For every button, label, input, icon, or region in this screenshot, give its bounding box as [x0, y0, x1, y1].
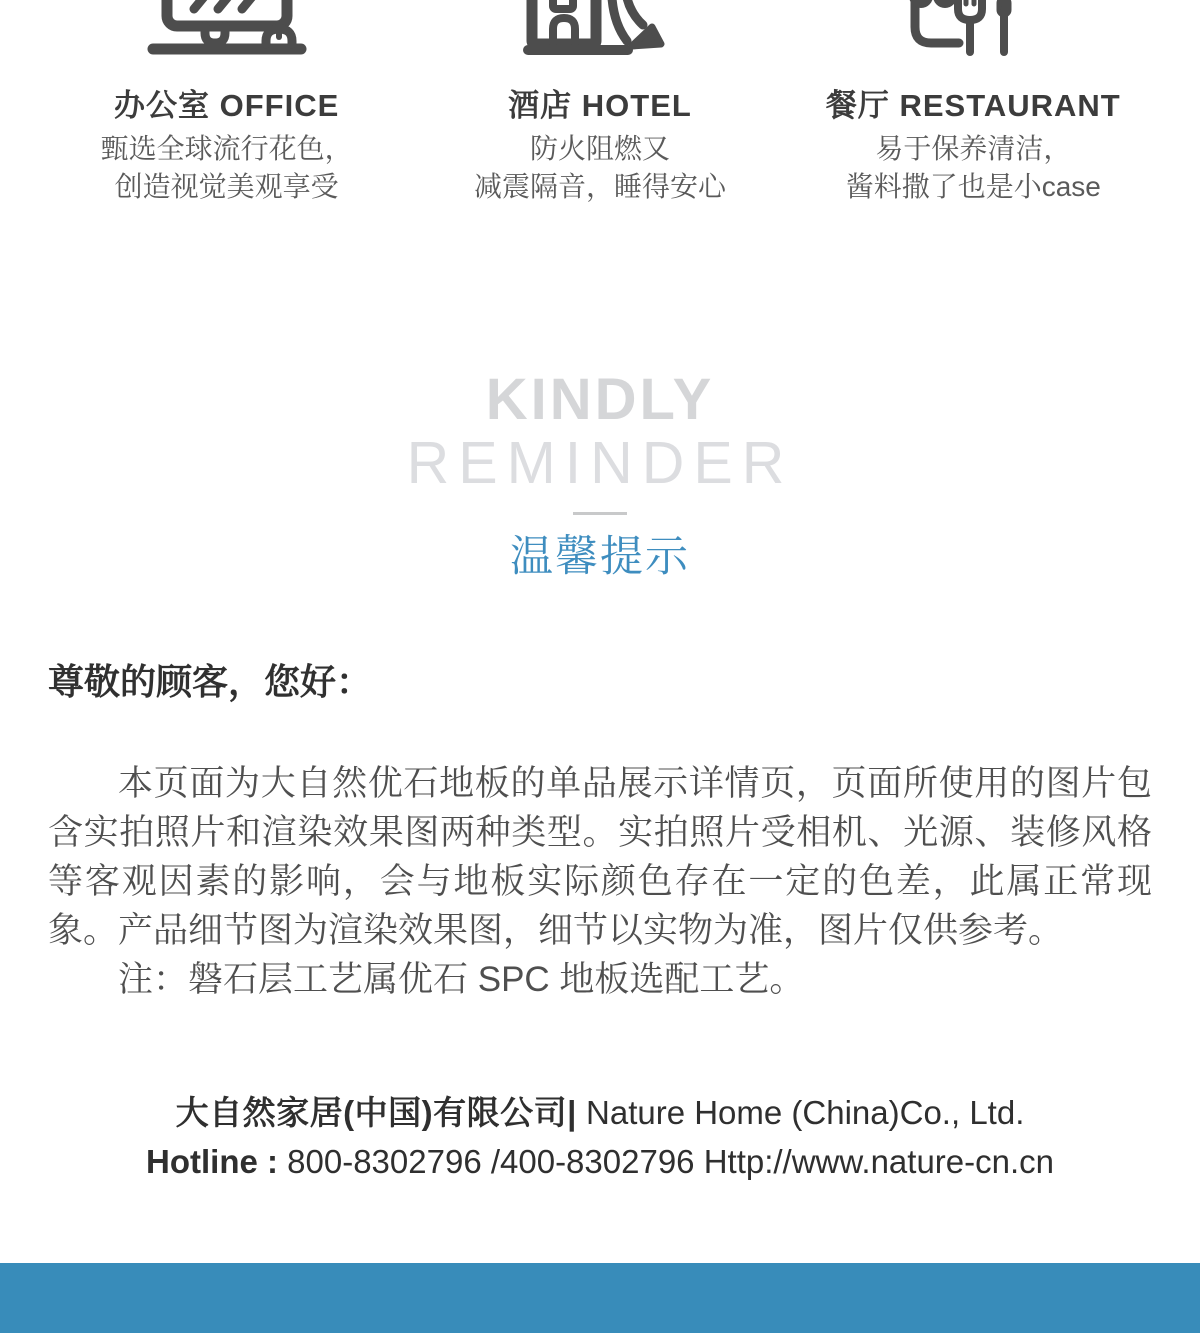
- feature-title: 餐厅 RESTAURANT: [825, 88, 1121, 123]
- reminder-heading: REMINDER: [406, 430, 794, 496]
- footer-company-en: Nature Home (China)Co., Ltd.: [576, 1094, 1025, 1131]
- feature-restaurant: [787, 0, 1160, 206]
- feature-desc-line: 防火阻燃又: [529, 133, 670, 164]
- hotel-building-icon: [413, 0, 786, 58]
- feature-desc-line: 甄选全球流行花色，: [100, 133, 353, 164]
- feature-description: [787, 130, 1160, 206]
- office-monitor-icon: [40, 0, 413, 58]
- restaurant-cutlery-icon: [787, 0, 1160, 58]
- bottom-accent-bar: [0, 1263, 1200, 1333]
- feature-office: [40, 0, 413, 206]
- feature-desc-line: 易于保养清洁，: [875, 133, 1072, 164]
- reminder-divider: [573, 512, 627, 515]
- feature-description: [40, 130, 413, 206]
- notice-note: 注：磐石层工艺属优石 SPC 地板选配工艺。: [118, 960, 805, 999]
- notice-paragraph: 本页面为大自然优石地板的单品展示详情页，页面所使用的图片包含实拍照片和渲染效果图两种类型。实拍照片受相机、光源、装修风格等客观因素的影响，会与地板实际颜色存在一定的色差，此属正常现象。产品细节图为渲染效果图，细节以实物为准，图片仅供参考。: [48, 764, 1152, 950]
- footer-hotline: [0, 1142, 1200, 1182]
- feature-desc-line: 酱料撒了也是小case: [845, 171, 1101, 202]
- kindly-heading: KINDLY: [485, 367, 715, 432]
- feature-title: 办公室 OFFICE: [114, 88, 340, 123]
- footer-hotline-value: 800-8302796 /400-8302796 Http://www.nature-cn.cn: [277, 1143, 1054, 1180]
- feature-hotel: [413, 0, 786, 206]
- reminder-subtitle-cn: 温馨提示: [510, 533, 690, 581]
- feature-columns: [0, 0, 1200, 206]
- feature-title: 酒店 HOTEL: [508, 88, 692, 123]
- customer-greeting: 尊敬的顾客，您好：: [48, 661, 373, 702]
- feature-desc-line: 创造视觉美观享受: [114, 171, 339, 202]
- footer-company-cn: 大自然家居(中国)有限公司|: [175, 1094, 577, 1131]
- footer: [0, 1093, 1200, 1182]
- feature-description: [413, 130, 786, 206]
- footer-hotline-label: Hotline :: [146, 1143, 278, 1180]
- footer-company: [0, 1093, 1200, 1133]
- feature-desc-line: 减震隔音，睡得安心: [473, 171, 726, 202]
